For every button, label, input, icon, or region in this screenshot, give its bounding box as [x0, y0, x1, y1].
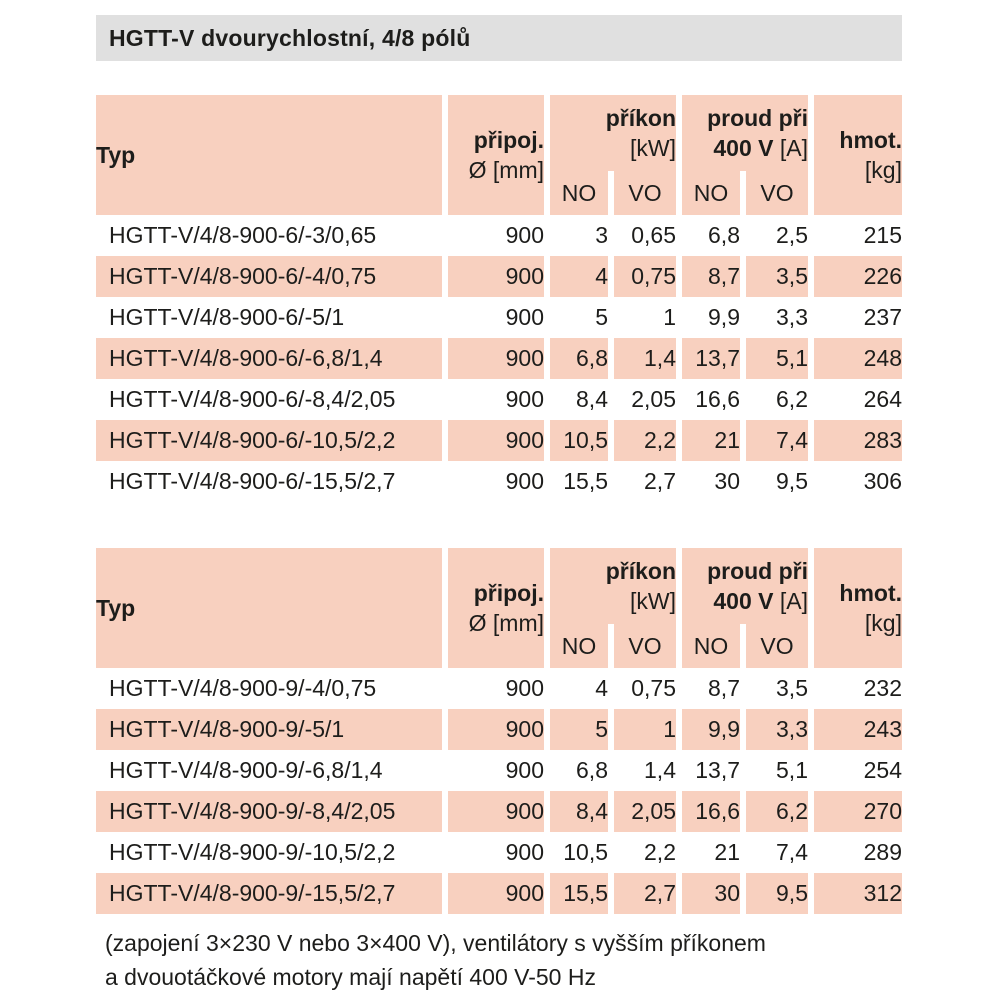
current-no-cell: 30 [682, 873, 740, 914]
subheader-current-vo: VO [746, 624, 808, 668]
current-no-cell: 13,7 [682, 338, 740, 379]
power-no-cell: 10,5 [563, 839, 608, 865]
current-no-cell: 13,7 [695, 757, 740, 783]
diameter-unit: Ø [mm] [468, 610, 544, 636]
power-no-cell: 15,5 [550, 873, 608, 914]
col-header-typ: Typ [96, 95, 442, 215]
current-unit: [A] [779, 135, 808, 161]
current-no-cell: 16,6 [695, 386, 740, 412]
subheader-power-no: NO [550, 171, 608, 215]
diameter-cell: 900 [448, 420, 544, 461]
spec-table-6-series [90, 95, 908, 502]
col-header-current [682, 95, 808, 171]
typ-cell: HGTT-V/4/8-900-9/-5/1 [96, 709, 442, 750]
col-header-diameter [448, 95, 544, 215]
typ-cell: HGTT-V/4/8-900-9/-15,5/2,7 [96, 873, 442, 914]
subheader-power-vo: VO [614, 624, 676, 668]
subheader-power-vo: VO [614, 171, 676, 215]
current-no-cell: 9,9 [682, 709, 740, 750]
weight-cell: 215 [863, 222, 902, 248]
table-row [96, 379, 902, 420]
power-no-cell: 3 [595, 222, 608, 248]
diameter-cell: 900 [505, 304, 544, 330]
power-no-cell: 5 [595, 304, 608, 330]
power-vo-cell: 1,4 [614, 338, 676, 379]
footnote-line-1: (zapojení 3×230 V nebo 3×400 V), ventilátory s vyšším příkonem [105, 930, 766, 956]
weight-cell: 289 [863, 839, 902, 865]
power-title: příkon [605, 105, 676, 131]
power-no-cell: 15,5 [563, 468, 608, 494]
current-vo-cell: 3,5 [776, 675, 808, 701]
diameter-cell: 900 [448, 873, 544, 914]
table-row [96, 791, 902, 832]
power-vo-cell: 1 [663, 304, 676, 330]
typ-cell: HGTT-V/4/8-900-6/-10,5/2,2 [96, 420, 442, 461]
current-vo-cell: 3,3 [746, 709, 808, 750]
section-title-bar [96, 15, 902, 61]
current-no-cell: 21 [714, 839, 740, 865]
power-vo-cell: 2,05 [631, 386, 676, 412]
typ-cell: HGTT-V/4/8-900-6/-3/0,65 [109, 222, 377, 248]
diameter-title: připoj. [473, 127, 544, 153]
current-no-cell: 16,6 [682, 791, 740, 832]
footnote-line-2: a dvouotáčkové motory mají napětí 400 V-50 Hz [105, 964, 596, 990]
weight-cell: 254 [863, 757, 902, 783]
current-no-cell: 6,8 [708, 222, 740, 248]
power-title: příkon [605, 558, 676, 584]
weight-cell: 283 [814, 420, 902, 461]
table2-body [96, 668, 902, 914]
table-row [96, 215, 902, 256]
typ-cell: HGTT-V/4/8-900-6/-5/1 [109, 304, 345, 330]
weight-cell: 312 [814, 873, 902, 914]
typ-cell: HGTT-V/4/8-900-9/-6,8/1,4 [109, 757, 383, 783]
weight-cell: 243 [814, 709, 902, 750]
subheader-power-no: NO [550, 624, 608, 668]
table-header [96, 548, 902, 668]
current-vo-cell: 9,5 [776, 468, 808, 494]
col-header-current [682, 548, 808, 624]
power-vo-cell: 1 [614, 709, 676, 750]
power-vo-cell: 0,75 [614, 256, 676, 297]
weight-cell: 237 [863, 304, 902, 330]
diameter-cell: 900 [505, 386, 544, 412]
current-no-cell: 30 [714, 468, 740, 494]
col-header-typ: Typ [96, 548, 442, 668]
table-row [96, 461, 902, 502]
weight-cell: 270 [814, 791, 902, 832]
diameter-unit: Ø [mm] [468, 157, 544, 183]
current-voltage: 400 V [713, 135, 774, 161]
power-no-cell: 8,4 [550, 791, 608, 832]
typ-cell: HGTT-V/4/8-900-6/-6,8/1,4 [96, 338, 442, 379]
typ-cell: HGTT-V/4/8-900-6/-4/0,75 [96, 256, 442, 297]
current-voltage: 400 V [713, 588, 774, 614]
typ-cell: HGTT-V/4/8-900-6/-15,5/2,7 [109, 468, 396, 494]
col-header-weight [814, 548, 902, 668]
weight-unit: [kg] [864, 157, 902, 183]
weight-cell: 226 [814, 256, 902, 297]
weight-title: hmot. [839, 127, 902, 153]
diameter-cell: 900 [448, 338, 544, 379]
table-row [96, 873, 902, 914]
typ-cell: HGTT-V/4/8-900-6/-8,4/2,05 [109, 386, 396, 412]
current-no-cell: 21 [682, 420, 740, 461]
table-row [96, 709, 902, 750]
table-row [96, 297, 902, 338]
current-vo-cell: 7,4 [776, 839, 808, 865]
current-no-cell: 8,7 [708, 675, 740, 701]
table-row [96, 668, 902, 709]
col-header-diameter [448, 548, 544, 668]
table-row [96, 338, 902, 379]
table-row [96, 420, 902, 461]
diameter-cell: 900 [505, 222, 544, 248]
current-vo-cell: 7,4 [746, 420, 808, 461]
subheader-current-no: NO [682, 624, 740, 668]
col-header-power [550, 548, 676, 624]
subheader-current-vo: VO [746, 171, 808, 215]
power-no-cell: 6,8 [550, 338, 608, 379]
current-no-cell: 9,9 [708, 304, 740, 330]
diameter-cell: 900 [448, 791, 544, 832]
power-vo-cell: 1,4 [644, 757, 676, 783]
footnote [105, 926, 766, 994]
power-no-cell: 6,8 [576, 757, 608, 783]
table-row [96, 750, 902, 791]
typ-cell: HGTT-V/4/8-900-9/-4/0,75 [109, 675, 377, 701]
current-title: proud při [707, 105, 808, 131]
power-vo-cell: 2,2 [614, 420, 676, 461]
power-vo-cell: 0,65 [631, 222, 676, 248]
current-title: proud při [707, 558, 808, 584]
table-row [96, 832, 902, 873]
power-no-cell: 4 [550, 256, 608, 297]
current-vo-cell: 9,5 [746, 873, 808, 914]
diameter-cell: 900 [448, 709, 544, 750]
current-vo-cell: 6,2 [746, 791, 808, 832]
power-unit: [kW] [630, 588, 676, 614]
col-header-weight [814, 95, 902, 215]
typ-cell: HGTT-V/4/8-900-9/-10,5/2,2 [109, 839, 396, 865]
diameter-cell: 900 [505, 675, 544, 701]
subheader-current-no: NO [682, 171, 740, 215]
diameter-title: připoj. [473, 580, 544, 606]
weight-cell: 248 [814, 338, 902, 379]
power-no-cell: 10,5 [550, 420, 608, 461]
power-vo-cell: 2,2 [644, 839, 676, 865]
current-vo-cell: 5,1 [776, 757, 808, 783]
weight-cell: 232 [863, 675, 902, 701]
spec-table-9-series [90, 548, 908, 914]
current-vo-cell: 6,2 [776, 386, 808, 412]
page-title: HGTT-V dvourychlostní, 4/8 pólů [109, 24, 471, 51]
current-vo-cell: 3,3 [776, 304, 808, 330]
weight-cell: 264 [863, 386, 902, 412]
power-no-cell: 8,4 [576, 386, 608, 412]
table-row [96, 256, 902, 297]
power-unit: [kW] [630, 135, 676, 161]
power-vo-cell: 2,7 [644, 468, 676, 494]
current-vo-cell: 5,1 [746, 338, 808, 379]
weight-cell: 306 [863, 468, 902, 494]
table1-body [96, 215, 902, 502]
power-no-cell: 4 [595, 675, 608, 701]
current-no-cell: 8,7 [682, 256, 740, 297]
diameter-cell: 900 [505, 468, 544, 494]
typ-cell: HGTT-V/4/8-900-9/-8,4/2,05 [96, 791, 442, 832]
diameter-cell: 900 [505, 839, 544, 865]
power-vo-cell: 0,75 [631, 675, 676, 701]
current-unit: [A] [779, 588, 808, 614]
diameter-cell: 900 [505, 757, 544, 783]
weight-unit: [kg] [864, 610, 902, 636]
weight-title: hmot. [839, 580, 902, 606]
col-header-power [550, 95, 676, 171]
current-vo-cell: 2,5 [776, 222, 808, 248]
power-vo-cell: 2,7 [614, 873, 676, 914]
current-vo-cell: 3,5 [746, 256, 808, 297]
table-header [96, 95, 902, 215]
power-vo-cell: 2,05 [614, 791, 676, 832]
diameter-cell: 900 [448, 256, 544, 297]
power-no-cell: 5 [550, 709, 608, 750]
